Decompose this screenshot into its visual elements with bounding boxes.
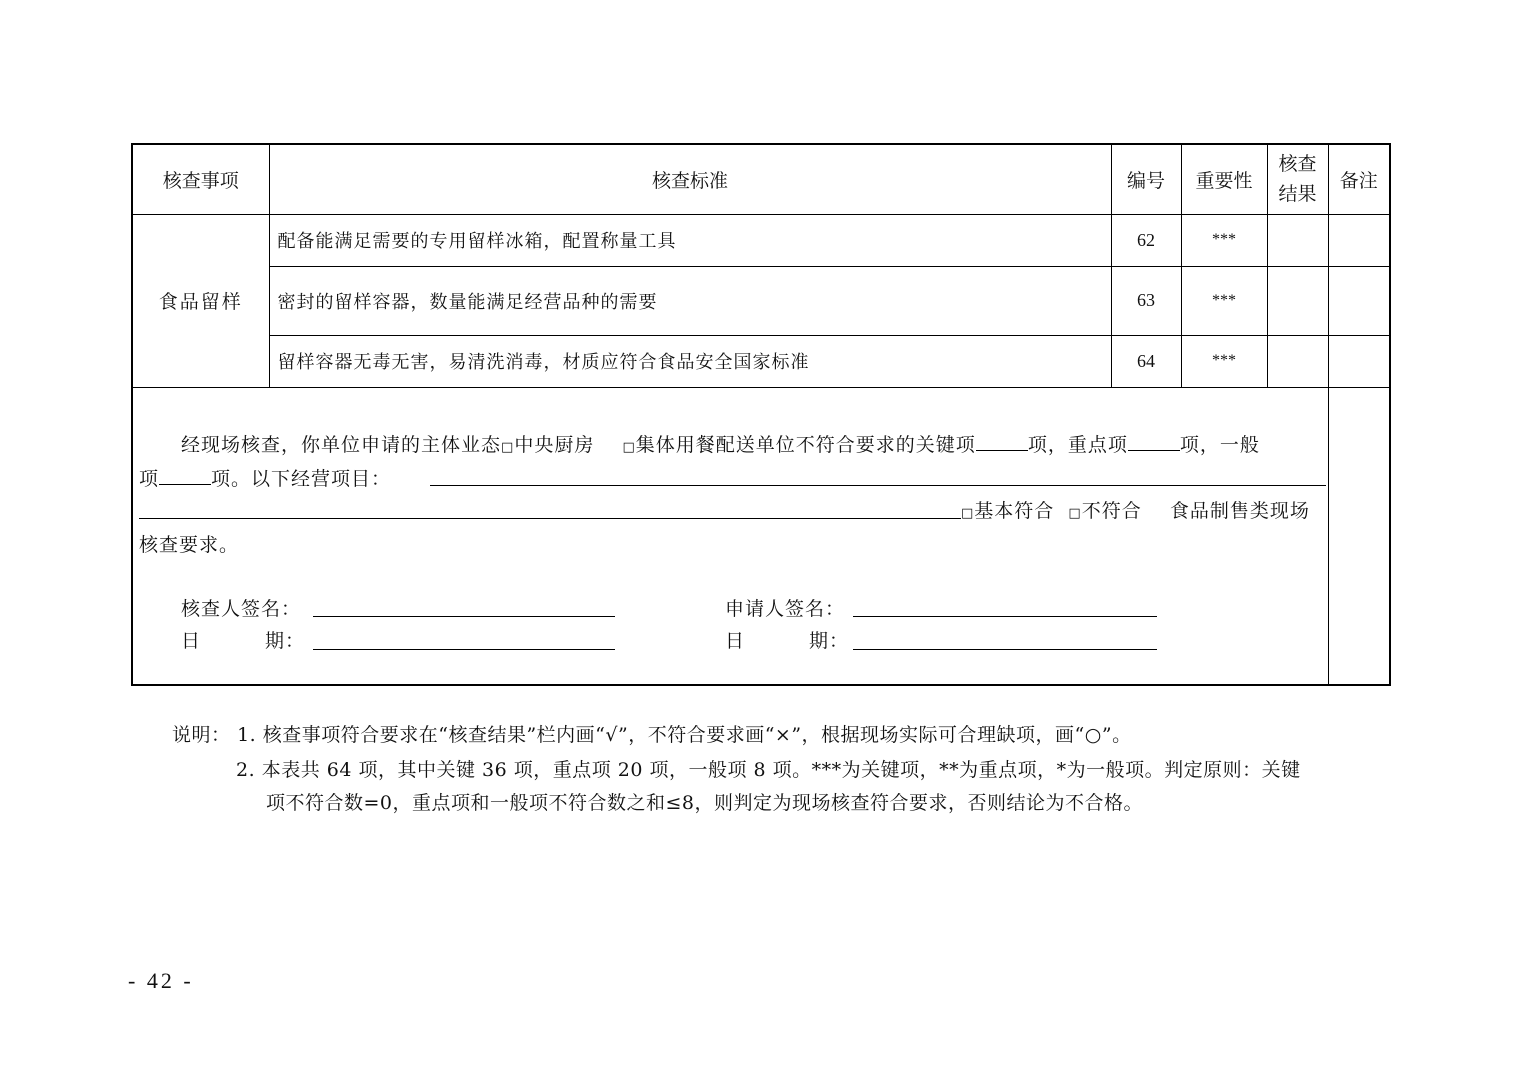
importance-cell: *** xyxy=(1181,335,1267,387)
inspector-date-label xyxy=(181,626,305,653)
header-standard: 核查标准 xyxy=(269,144,1111,214)
inspector-sign-blank[interactable] xyxy=(313,615,615,617)
header-importance: 重要性 xyxy=(1181,144,1267,214)
number-cell: 62 xyxy=(1111,214,1181,266)
table-row xyxy=(132,335,1390,387)
header-remark: 备注 xyxy=(1328,144,1390,214)
checkbox-not-conform[interactable]: □ xyxy=(1068,505,1082,521)
conclusion-text: 经现场核查，你单位申请的主体业态 xyxy=(181,433,502,456)
applicant-date-blank[interactable] xyxy=(853,648,1157,650)
result-cell[interactable] xyxy=(1267,266,1328,335)
result-cell[interactable] xyxy=(1267,335,1328,387)
note-text: 核查事项符合要求在“核查结果”栏内画“√”，不符合要求画“×”，根据现场实际可合理缺项，画“○”。 xyxy=(262,724,1132,746)
header-result xyxy=(1267,144,1328,214)
conclusion-text: 项，一般 xyxy=(1179,433,1260,456)
conclusion-text: 项 xyxy=(139,467,160,490)
table-row xyxy=(132,266,1390,335)
standard-cell: 留样容器无毒无害，易清洗消毒，材质应符合食品安全国家标准 xyxy=(269,335,1111,387)
header-result-line1: 核查 xyxy=(1278,153,1317,176)
checkbox-group-catering[interactable]: □ xyxy=(622,439,636,455)
note-1 xyxy=(172,720,1132,747)
inspection-table xyxy=(131,143,1391,686)
note-2 xyxy=(236,755,1301,782)
importance-cell: *** xyxy=(1181,214,1267,266)
important-items-blank[interactable] xyxy=(1128,449,1180,451)
remark-cell[interactable] xyxy=(1328,214,1390,266)
checkbox-basic-conform[interactable]: □ xyxy=(961,505,975,521)
inspector-sign-label: 核查人签名： xyxy=(181,597,302,620)
conclusion-line-1 xyxy=(181,430,1260,457)
option-not-conform-label: 不符合 xyxy=(1081,499,1142,522)
remark-cell[interactable] xyxy=(1328,266,1390,335)
date-label-part: 日 xyxy=(725,629,746,652)
header-item: 核查事项 xyxy=(132,144,269,214)
conclusion-line-4: 核查要求。 xyxy=(139,533,240,556)
conclusion-text: 食品制售类现场 xyxy=(1169,499,1310,522)
notes-prefix: 说明： xyxy=(172,724,231,746)
result-cell[interactable] xyxy=(1267,214,1328,266)
note-2-continued: 项不符合数=0，重点项和一般项不符合数之和≤8，则判定为现场核查符合要求，否则结论为不合格。 xyxy=(266,792,1144,814)
conclusion-line-2 xyxy=(139,464,391,491)
business-items-blank-2[interactable] xyxy=(139,517,961,519)
conclusion-cell xyxy=(132,387,1328,685)
page-number: - 42 - xyxy=(128,968,194,993)
note-index: 1. xyxy=(237,724,257,746)
conclusion-text: 集体用餐配送单位不符合要求的关键项 xyxy=(635,433,976,456)
date-label-part: 期： xyxy=(809,629,850,652)
option-basic-conform-label: 基本符合 xyxy=(974,499,1055,522)
conclusion-text: 项，重点项 xyxy=(1027,433,1128,456)
conclusion-row xyxy=(132,387,1390,685)
key-items-blank[interactable] xyxy=(976,449,1028,451)
inspection-sheet xyxy=(131,143,1390,686)
business-items-blank-1[interactable] xyxy=(430,484,1326,486)
conclusion-text: 项。以下经营项目： xyxy=(211,467,392,490)
applicant-sign-blank[interactable] xyxy=(853,615,1157,617)
remark-cell[interactable] xyxy=(1328,335,1390,387)
general-items-blank[interactable] xyxy=(159,483,211,485)
standard-cell: 密封的留样容器，数量能满足经营品种的需要 xyxy=(269,266,1111,335)
applicant-sign-label: 申请人签名： xyxy=(725,597,846,620)
table-row xyxy=(132,214,1390,266)
applicant-date-label xyxy=(725,626,849,653)
number-cell: 63 xyxy=(1111,266,1181,335)
header-result-line2: 结果 xyxy=(1278,183,1317,206)
inspector-date-blank[interactable] xyxy=(313,648,615,650)
number-cell: 64 xyxy=(1111,335,1181,387)
checkbox-central-kitchen[interactable]: □ xyxy=(501,439,515,455)
date-label-part: 日 xyxy=(181,629,202,652)
standard-cell: 配备能满足需要的专用留样冰箱，配置称量工具 xyxy=(269,214,1111,266)
table-header-row xyxy=(132,144,1390,214)
header-number: 编号 xyxy=(1111,144,1181,214)
note-index: 2. xyxy=(236,759,256,781)
conclusion-remark-cell[interactable] xyxy=(1328,387,1390,685)
note-text: 本表共 64 项，其中关键 36 项，重点项 20 项，一般项 8 项。***为关键项，**为重点项，*为一般项。判定原则：关键 xyxy=(261,759,1301,781)
conclusion-line-3 xyxy=(961,496,1310,523)
date-label-part: 期： xyxy=(265,629,306,652)
option-central-kitchen-label: 中央厨房 xyxy=(514,433,595,456)
importance-cell: *** xyxy=(1181,266,1267,335)
category-cell: 食品留样 xyxy=(132,214,269,387)
